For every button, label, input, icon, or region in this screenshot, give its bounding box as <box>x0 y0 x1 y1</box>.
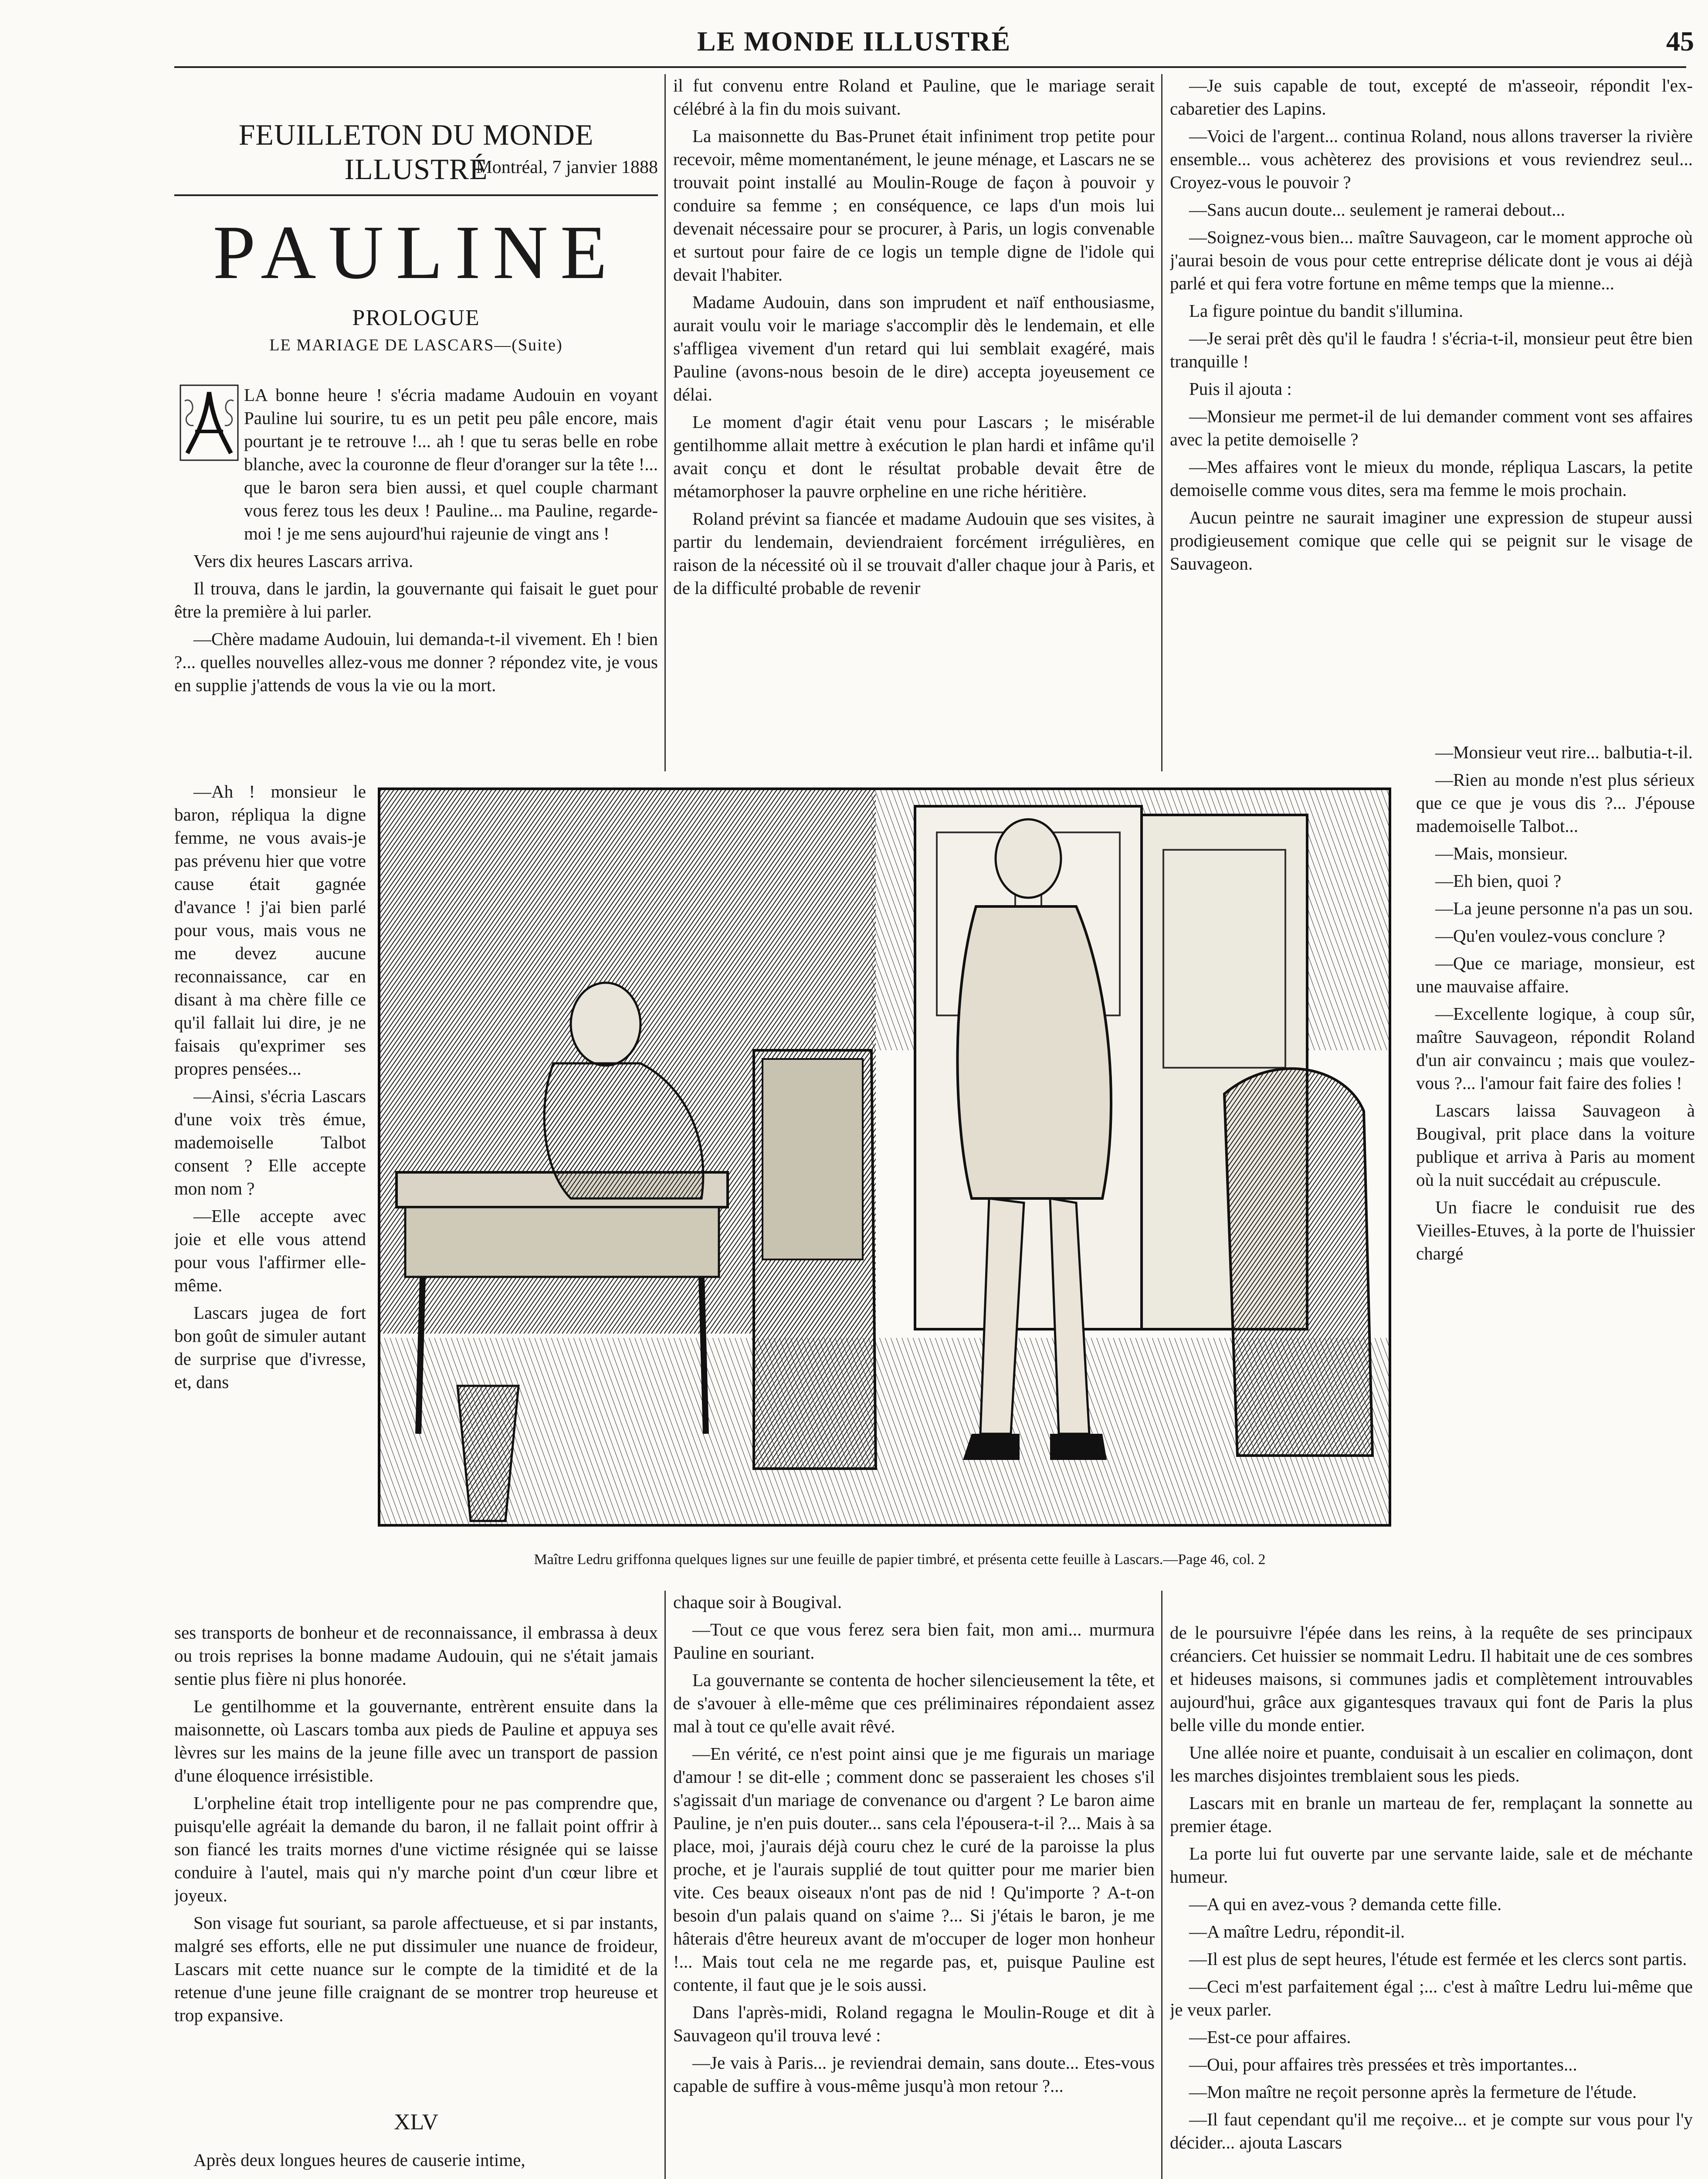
paragraph: Vers dix heures Lascars arriva. <box>193 551 413 571</box>
paragraph: —Elle accepte avec joie et elle vous attend pour vous l'affirmer elle-même. <box>174 1206 366 1295</box>
paragraph: —Je serai prêt dès qu'il le faudra ! s'écria-t-il, monsieur peut être bien tranquille ! <box>1170 328 1693 371</box>
paragraph: chaque soir à Bougival. <box>673 1592 842 1612</box>
column-1-narrow <box>174 780 366 1608</box>
paragraph: Un fiacre le conduisit rue des Vieilles-Etuves, à la porte de l'huissier chargé <box>1416 1197 1695 1263</box>
paragraph: Lascars jugea de fort bon goût de simuler autant de surprise que d'ivresse, et, dans <box>174 1303 366 1392</box>
paragraph: —La jeune personne n'a pas un sou. <box>1435 898 1693 918</box>
paragraph: L'orpheline était trop intelligente pour ne pas comprendre que, puisqu'elle agréait la demande du baron, il ne fallait point offrir à son fiancé les traits mornes d'une victime résignée qui se laisse conduire à l'autel, mais qui n'y marche point d'un cœur libre et joyeux. <box>174 1793 658 1905</box>
paragraph: Lascars laissa Sauvageon à Bougival, prit place dans la voiture publique et arriva à Paris au moment où la nuit succédait au crépuscule. <box>1416 1100 1695 1190</box>
paragraph: La figure pointue du bandit s'illumina. <box>1189 301 1464 321</box>
feuilleton-date: Montréal, 7 janvier 1888 <box>476 157 658 177</box>
paragraph: Roland prévint sa fiancée et madame Audouin que ses visites, à partir du lendemain, deviendraient forcément irrégulières, en raison de la nécessité où il se trouvait d'aller chaque jour à Paris, et de la difficulté probable de revenir <box>673 509 1155 598</box>
column-rule <box>1161 74 1162 771</box>
column-1-after-chapter <box>174 2148 658 2175</box>
paragraph: Après deux longues heures de causerie intime, <box>193 2150 525 2170</box>
paragraph: Une allée noire et puante, conduisait à un escalier en colimaçon, dont les marches disjointes tremblaient sous les pieds. <box>1170 1742 1693 1785</box>
prologue-heading: PROLOGUE <box>352 305 480 330</box>
paragraph: —Est-ce pour affaires. <box>1189 2027 1351 2047</box>
paragraph: —Monsieur veut rire... balbutia-t-il. <box>1435 742 1693 762</box>
column-rule <box>664 74 666 771</box>
paragraph: —Je vais à Paris... je reviendrai demain, sans doute... Etes-vous capable de suffire à vous-même jusqu'à mon retour ?... <box>673 2053 1155 2096</box>
feuilleton-title: FEUILLETON DU MONDE ILLUSTRÉ <box>238 118 594 186</box>
paragraph: —Mais, monsieur. <box>1435 843 1568 863</box>
feuilleton-rule <box>174 194 658 196</box>
paragraph: —Voici de l'argent... continua Roland, nous allons traverser la rivière ensemble... vous achèterez des provisions et vous reviendrez seul... Croyez-vous le pouvoir ? <box>1170 126 1693 192</box>
paragraph: —Qu'en voulez-vous conclure ? <box>1435 926 1665 946</box>
paragraph: —Mes affaires vont le mieux du monde, répliqua Lascars, la petite demoiselle comme vous dites, sera ma femme le mois prochain. <box>1170 457 1693 500</box>
paragraph: —Excellente logique, à coup sûr, maître Sauvageon, répondit Roland d'un air convaincu ; mais que voulez-vous ?... l'amour fait faire des folies ! <box>1416 1004 1695 1093</box>
paragraph: ses transports de bonheur et de reconnaissance, il embrassa à deux ou trois reprises la bonne madame Audouin, qui ne s'était jamais sentie plus fière ni plus honorée. <box>174 1622 658 1689</box>
paragraph: —Tout ce que vous ferez sera bien fait, mon ami... murmura Pauline en souriant. <box>673 1619 1155 1663</box>
paragraph: —Que ce mariage, monsieur, est une mauvaise affaire. <box>1416 953 1695 996</box>
newspaper-title: LE MONDE ILLUSTRÉ <box>697 26 1011 57</box>
column-3-bottom <box>1170 1621 1693 2179</box>
paragraph: Lascars mit en branle un marteau de fer, remplaçant la sonnette au premier étage. <box>1170 1793 1693 1836</box>
paragraph: —A qui en avez-vous ? demanda cette fille. <box>1189 1894 1502 1914</box>
prologue-subtitle: LE MARIAGE DE LASCARS—(Suite) <box>269 336 563 354</box>
paragraph: —Sans aucun doute... seulement je ramerai debout... <box>1189 200 1566 220</box>
paragraph: Aucun peintre ne saurait imaginer une expression de stupeur aussi prodigieusement comique que celle qui se peignit sur le visage de Sauvageon. <box>1170 507 1693 574</box>
paragraph: La gouvernante se contenta de hocher silencieusement la tête, et de s'avouer à elle-même que ces préliminaires répondaient assez mal à tout ce qu'elle avait rêvé. <box>673 1670 1155 1736</box>
column-rule <box>1161 1591 1162 2179</box>
paragraph: —A maître Ledru, répondit-il. <box>1189 1921 1405 1941</box>
page-number: 45 <box>1666 26 1694 57</box>
paragraph: —Ceci m'est parfaitement égal ;... c'est à maître Ledru lui-même que je veux parler. <box>1170 1976 1693 2019</box>
paragraph: Le gentilhomme et la gouvernante, entrèrent ensuite dans la maisonnette, où Lascars tomba aux pieds de Pauline et appuya ses lèvres sur les mains de la jeune fille avec un transport de passion d'une éloquence irrésistible. <box>174 1696 658 1785</box>
paragraph: La maisonnette du Bas-Prunet était infiniment trop petite pour recevoir, même momentanément, le jeune ménage, et Lascars ne se trouvait point installé au Moulin-Rouge de façon à pouvoir y conduire sa femme ; en conséquence, ce laps d'un mois lui devenait nécessaire pour se procurer, à Paris, un logis convenable et surtout pour faire de ce logis un temple digne de l'idole qui devait l'habiter. <box>673 126 1155 285</box>
paragraph: —En vérité, ce n'est point ainsi que je me figurais un mariage d'amour ! se dit-elle ; comment donc se passeraient les choses s'il s'agissait d'un mariage de convenance ou d'argent ? Le baron aime Pauline, je n'en puis douter... sans cela l'épousera-t-il ?... Mais à sa place, moi, j'aurais déjà couru chez le curé de la paroisse la plus proche, et je l'aurais supplié de tout quitter pour me marier bien vite. Ces beaux oiseaux n'ont pas de nid ! Qu'importe ? A-t-on besoin d'un palais quand on s'aime ?... Si j'étais le baron, je me hâterais d'être heureux avant de m'occuper de loger mon honheur !... Mais tout cela ne me regarde pas, et, puisque Pauline est contente, il faut que je le sois aussi. <box>673 1744 1155 1995</box>
paragraph: Dans l'après-midi, Roland regagna le Moulin-Rouge et dit à Sauvageon qu'il trouva levé : <box>673 2002 1155 2045</box>
paragraph: Puis il ajouta : <box>1189 379 1292 399</box>
paragraph: LA bonne heure ! s'écria madame Audouin en voyant Pauline lui sourire, tu es un petit peu pâle encore, mais pourtant je te retrouve !... ah ! que tu seras belle en robe blanche, avec la couronne de fleur d'oranger sur la tête !... que le baron sera bien aussi, et quel couple charmant vous ferez tous les deux ! Pauline... ma Pauline, regarde-moi ! je me sens aujourd'hui rajeunie de vingt ans ! <box>244 385 658 543</box>
paragraph: Il trouva, dans le jardin, la gouvernante qui faisait le guet pour être la première à lui parler. <box>174 578 658 621</box>
paragraph: —Monsieur me permet-il de lui demander comment vont ses affaires avec la petite demoiselle ? <box>1170 406 1693 449</box>
engraving-scene-icon <box>370 780 1399 1534</box>
column-2-top <box>673 74 1155 771</box>
paragraph: Le moment d'agir était venu pour Lascars ; le misérable gentilhomme allait mettre à exécution le plan hardi et infâme qu'il avait conçu et dont le résultat probable devait être de métamorphoser la pauvre orpheline en une riche héritière. <box>673 412 1155 501</box>
chapter-heading: XLV <box>393 2110 439 2135</box>
illustration-caption: Maître Ledru griffonna quelques lignes sur une feuille de papier timbré, et présenta cette feuille à Lascars.—Page 46, col. 2 <box>534 1551 1266 1568</box>
column-rule <box>664 1591 666 2179</box>
paragraph: —Chère madame Audouin, lui demanda-t-il vivement. Eh ! bien ?... quelles nouvelles allez-vous me donner ? répondez vite, je vous en supplie j'attends de vous la vie ou la mort. <box>174 629 658 695</box>
paragraph: Madame Audouin, dans son imprudent et naïf enthousiasme, aurait voulu voir le mariage s'accomplir dès le lendemain, et elle s'affligea vivement d'un retard qui lui semblait exagéré, mais Pauline (avons-nous besoin de le dire) accepta joyeusement ce délai. <box>673 292 1155 404</box>
paragraph: —Soignez-vous bien... maître Sauvageon, car le moment approche où j'aurai besoin de vous pour cette entreprise délicate dont je vous ai déjà parlé et qui fera votre fortune en même temps que la mienne... <box>1170 227 1693 293</box>
column-1-top <box>174 384 658 776</box>
paragraph: —Je suis capable de tout, excepté de m'asseoir, répondit l'ex-cabaretier des Lapins. <box>1170 75 1693 119</box>
paragraph: —Mon maître ne reçoit personne après la fermeture de l'étude. <box>1189 2082 1637 2102</box>
engraving-illustration <box>370 780 1399 1534</box>
paragraph: —Rien au monde n'est plus sérieux que ce que je vous dis ?... J'épouse mademoiselle Talbot... <box>1416 770 1695 836</box>
column-3-top <box>1170 74 1693 737</box>
paragraph: —Eh bien, quoi ? <box>1435 871 1562 891</box>
column-2-bottom <box>673 1591 1155 2179</box>
novel-title: PAULINE <box>213 210 620 295</box>
paragraph: —Ainsi, s'écria Lascars d'une voix très émue, mademoiselle Talbot consent ? Elle accepte mon nom ? <box>174 1086 366 1198</box>
paragraph: de le poursuivre l'épée dans les reins, à la requête de ses principaux créanciers. Cet huissier se nommait Ledru. Il habitait une de ces sombres et hideuses maisons, si communes jadis et complètement introuvables aujourd'hui, grâce aux gigantesques travaux qui font de Paris la plus belle ville du monde entier. <box>1170 1622 1693 1735</box>
paragraph: La porte lui fut ouverte par une servante laide, sale et de méchante humeur. <box>1170 1843 1693 1887</box>
header-rule <box>174 66 1686 68</box>
column-1-bottom <box>174 1621 658 2101</box>
column-3-narrow <box>1416 741 1695 1612</box>
paragraph: —Il faut cependant qu'il me reçoive... et je compte sur vous pour l'y décider... ajouta Lascars <box>1170 2109 1693 2152</box>
paragraph: il fut convenu entre Roland et Pauline, que le mariage serait célébré à la fin du mois suivant. <box>673 75 1155 119</box>
paragraph: —Oui, pour affaires très pressées et très importantes... <box>1189 2054 1577 2074</box>
paragraph: Son visage fut souriant, sa parole affectueuse, et si par instants, malgré ses efforts, elle ne put dissimuler une nuance de froideur, Lascars mit cette nuance sur le compte de la timidité et de la retenue d'une jeune fille craignant de se montrer trop heureuse et trop expansive. <box>174 1913 658 2025</box>
paragraph: —Il est plus de sept heures, l'étude est fermée et les clercs sont partis. <box>1189 1949 1687 1969</box>
paragraph: —Ah ! monsieur le baron, répliqua la digne femme, ne vous avais-je pas prévenu hier que votre cause était gagnée d'avance ! j'ai bien parlé pour vous, mais vous ne me devez aucune reconnaissance, car en disant à ma chère fille ce qu'il fallait lui dire, je ne faisais qu'exprimer ses propres pensées... <box>174 781 366 1079</box>
